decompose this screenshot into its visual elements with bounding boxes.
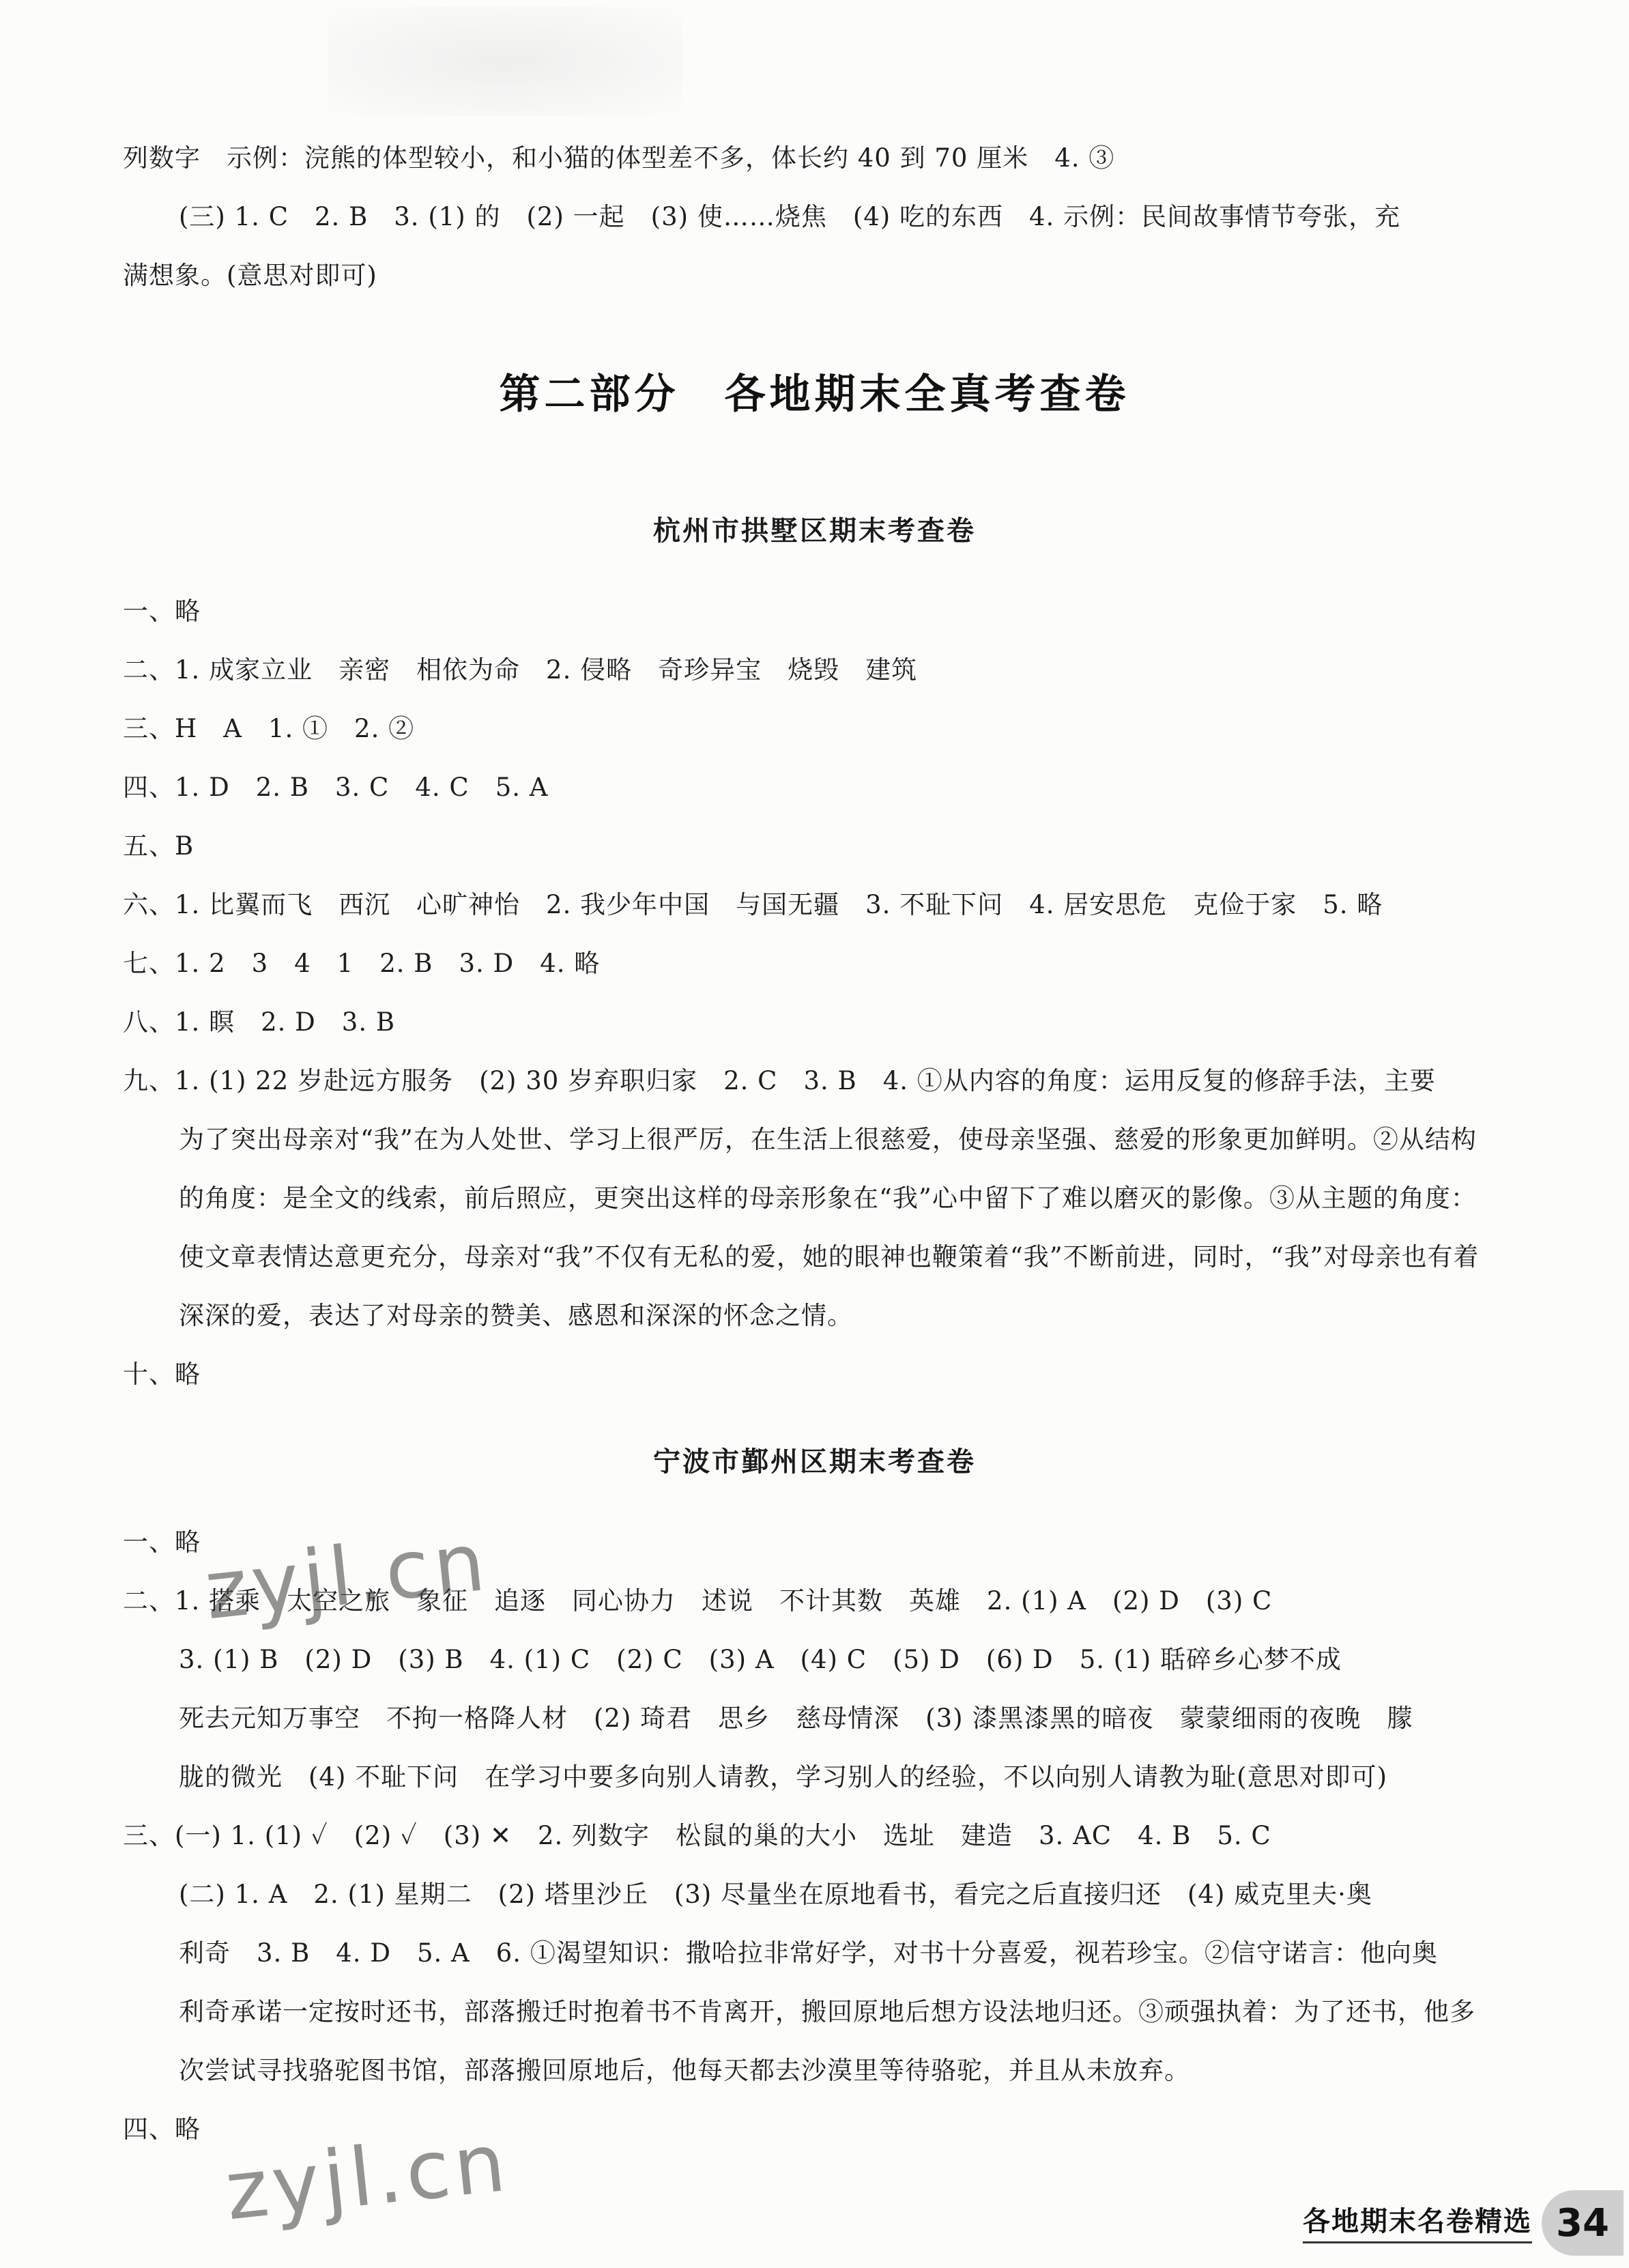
- answer-line: 胧的微光 (4) 不耻下问 在学习中要多向别人请教，学习别人的经验，不以向别人请教为耻(意思对即可): [179, 1762, 1388, 1792]
- answer-line: 七、1. 2 3 4 1 2. B 3. D 4. 略: [123, 949, 601, 978]
- answer-line: 利奇承诺一定按时还书，部落搬迁时抱着书不肯离开，搬回原地后想方设法地归还。③顽强执着：为了还书，他多: [179, 1997, 1475, 2026]
- answer-line: 利奇 3. B 4. D 5. A 6. ①渴望知识：撒哈拉非常好学，对书十分喜爱，视若珍宝。②信守诺言：他向奥: [179, 1938, 1438, 1968]
- answer-line: 的角度：是全文的线索，前后照应，更突出这样的母亲形象在“我”心中留下了难以磨灭的影像。③从主题的角度：: [179, 1183, 1477, 1213]
- section-title: 杭州市拱墅区期末考查卷: [653, 515, 976, 547]
- answer-line: 十、略: [123, 1360, 201, 1389]
- page-number: 34: [1542, 2190, 1624, 2256]
- answer-line: 一、略: [123, 1527, 201, 1557]
- answer-line: 死去元知万事空 不拘一格降人材 (2) 琦君 思乡 慈母情深 (3) 漆黑漆黑的暗夜 蒙蒙细雨的夜晚 朦: [179, 1704, 1413, 1733]
- answer-line: 六、1. 比翼而飞 西沉 心旷神怡 2. 我少年中国 与国无疆 3. 不耻下问 4. 居安思危 克俭于家 5. 略: [123, 890, 1383, 919]
- answer-line: 3. (1) B (2) D (3) B 4. (1) C (2) C (3) A (4) C (5) D (6) D 5. (1) 聒碎乡心梦不成: [179, 1645, 1342, 1674]
- answer-line: 五、B: [123, 831, 194, 861]
- text-line: (三) 1. C 2. B 3. (1) 的 (2) 一起 (3) 使……烧焦 (4) 吃的东西 4. 示例：民间故事情节夸张，充: [179, 202, 1401, 231]
- scan-shadow: [328, 7, 682, 116]
- text-line: 列数字 示例：浣熊的体型较小，和小猫的体型差不多，体长约 40 到 70 厘米 4. ③: [123, 143, 1115, 173]
- answer-line: 一、略: [123, 597, 201, 626]
- answer-line: 二、1. 成家立业 亲密 相依为命 2. 侵略 奇珍异宝 烧毁 建筑: [123, 655, 918, 685]
- text-line: 满想象。(意思对即可): [123, 261, 377, 290]
- answer-line: 四、1. D 2. B 3. C 4. C 5. A: [123, 773, 549, 802]
- answer-line: 深深的爱，表达了对母亲的赞美、感恩和深深的怀念之情。: [179, 1301, 853, 1330]
- answer-line: 九、1. (1) 22 岁赴远方服务 (2) 30 岁弃职归家 2. C 3. B 4. ①从内容的角度：运用反复的修辞手法，主要: [123, 1066, 1436, 1095]
- watermark: zyjl.cn: [200, 1514, 493, 1638]
- answer-line: 四、略: [123, 2114, 201, 2144]
- watermark: zyjl.cn: [220, 2114, 514, 2239]
- answer-line: (二) 1. A 2. (1) 星期二 (2) 塔里沙丘 (3) 尽量坐在原地看书，看完之后直接归还 (4) 威克里夫·奥: [179, 1880, 1372, 1909]
- answer-line: 三、H A 1. ① 2. ②: [123, 714, 415, 743]
- answer-line: 二、1. 搭乘 太空之旅 象征 追逐 同心协力 述说 不计其数 英雄 2. (1) A (2) D (3) C: [123, 1586, 1273, 1616]
- section-title: 宁波市鄞州区期末考查卷: [653, 1446, 976, 1478]
- answer-line: 为了突出母亲对“我”在为人处世、学习上很严厉，在生活上很慈爱，使母亲坚强、慈爱的形象更加鲜明。②从结构: [179, 1125, 1477, 1154]
- answer-line: 使文章表情达意更充分，母亲对“我”不仅有无私的爱，她的眼神也鞭策着“我”不断前进，同时，“我”对母亲也有着: [179, 1242, 1480, 1272]
- footer-label: 各地期末名卷精选: [1303, 2200, 1532, 2243]
- answer-line: 三、(一) 1. (1) ✓ (2) ✓ (3) ✕ 2. 列数字 松鼠的巢的大小 选址 建造 3. AC 4. B 5. C: [123, 1821, 1271, 1850]
- answer-line: 八、1. 瞑 2. D 3. B: [123, 1007, 396, 1037]
- part-title: 第二部分 各地期末全真考查卷: [499, 371, 1130, 418]
- answer-line: 次尝试寻找骆驼图书馆，部落搬回原地后，他每天都去沙漠里等待骆驼，并且从未放弃。: [179, 2056, 1190, 2085]
